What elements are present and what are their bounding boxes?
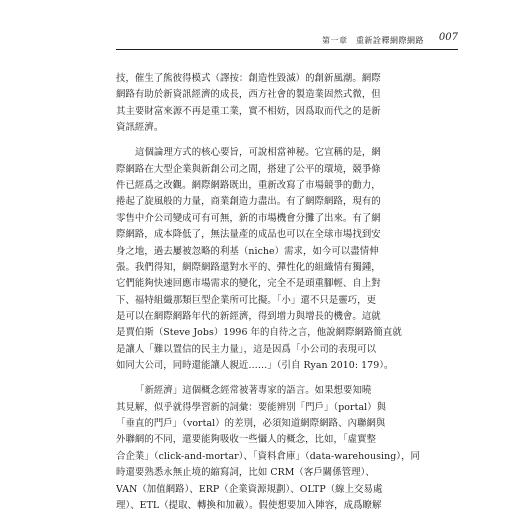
- text-line: 合企業」（click-and-mortar）、「資料倉庫」（data-warehousing），同: [116, 450, 420, 462]
- text-line: 其見解，似乎就得學習新的詞彙：要能辨別「門戶」（portal）與: [116, 401, 387, 413]
- text-line: 外聯網的不同，還要能夠吸收一些懾人的概念，比如，「虛實整: [116, 434, 377, 446]
- text-line: 捲起了旋風般的力量，商業創造力盡出。有了網際網路，現有的: [116, 196, 381, 208]
- text-line: 是讓人「難以置信的民主力量」，這是因爲「小公司的表現可以: [116, 343, 377, 355]
- paragraph: [116, 71, 461, 137]
- text-line: 張。我們得知，網際網路還對水平的、彈性化的組織情有獨鍾，: [116, 261, 381, 273]
- text-line: 時還要熟悉永無止境的縮寫詞，比如 CRM（客戶關係管理）、: [116, 467, 375, 479]
- text-line: 理）、ETL（提取、轉換和加載）。假使想要加入陣容，成爲瞭解: [116, 499, 382, 511]
- body-text: [116, 71, 461, 514]
- running-header: [116, 33, 458, 50]
- text-line: 網路有助於新資訊經濟的成長，西方社會的製造業固然式微，但: [116, 89, 381, 101]
- text-line: 是賈伯斯（Steve Jobs）1996 年的自待之言，他說網際網路簡直就: [116, 327, 402, 339]
- text-line: 技，催生了熊彼得模式（譯按：創造性毀滅）的創新風潮。網際: [116, 73, 381, 84]
- paragraph: [116, 145, 461, 374]
- chapter-title: 第一章 重新詮釋網際網路: [322, 36, 424, 45]
- paragraph: [116, 383, 461, 514]
- text-line: 「新經濟」這個概念經常被著專家的語言。如果想要知曉: [135, 385, 372, 397]
- text-line: 這個論理方式的核心要旨，可說相當神秘。它宣稱的是，網: [135, 147, 381, 159]
- text-line: 其主要財富來源不再是重工業，實不相妨，因爲取而代之的是新: [116, 105, 381, 117]
- text-line: 際網路在大型企業與新創公司之間，搭建了公平的環境，競爭條: [116, 163, 381, 175]
- text-line: 件已經爲之改觀。網際網路既出，重新改寫了市場競爭的動力，: [116, 179, 381, 191]
- text-line: 「垂直的門戶」（vortal）的差別，必須知道網際網路、內聯網與: [116, 418, 386, 429]
- text-line: 它們能夠快速回應市場需求的變化，完全不是頭重腳輕、自上對: [116, 278, 381, 290]
- text-line: 是可以在網際網路年代的新經濟，得到增力與增長的機會。這就: [116, 311, 381, 323]
- text-line: 身之地，過去屢被忽略的利基（niche）需求，如今可以盡情伸: [116, 245, 379, 257]
- text-line: VAN（加值網路）、ERP（企業資源規劃）、OLTP（線上交易處: [116, 483, 383, 495]
- text-line: 際網路，成本降低了，無法量產的成品也可以在全球市場找到安: [116, 229, 381, 241]
- text-line: 資訊經濟。: [116, 122, 164, 134]
- text-line: 零售中介公司變成可有可無，新的市場機會分攤了出來。有了網: [116, 212, 381, 224]
- text-line: 如同大公司，同時還能讓人親近……」（引自 Ryan 2010: 179）。: [116, 360, 394, 372]
- page-number: 007: [438, 32, 458, 43]
- text-line: 下、福特組織那類巨型企業所可比擬。「小」還不只是靈巧，更: [116, 294, 377, 306]
